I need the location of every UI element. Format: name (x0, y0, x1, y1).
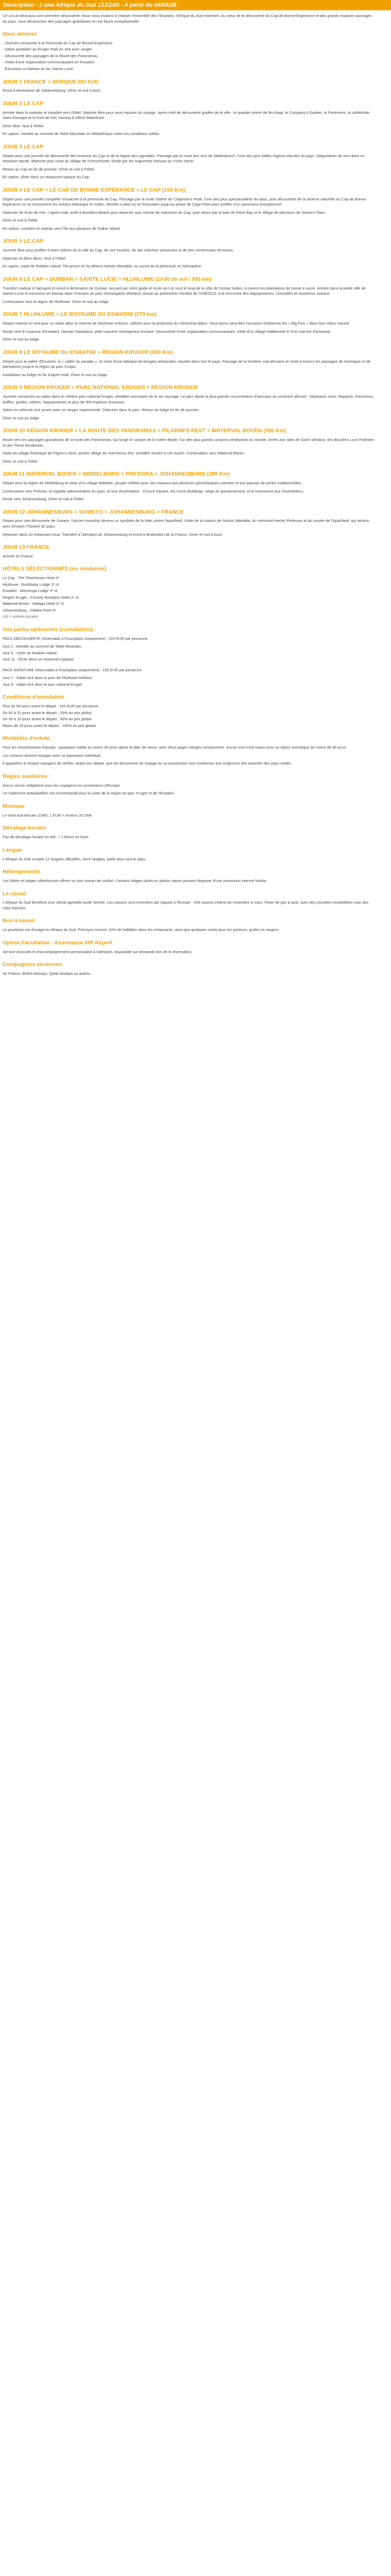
pack-item: Jour 11 : Dîner dans un restaurant typique (3, 657, 74, 662)
lodging-title: Hébergements (3, 869, 40, 875)
pack-item: Jour 7 : Safari 4x4 dans le parc de Hluhluwe-Imfolozi (3, 675, 92, 681)
highlight-item: - Visite d'une organisation communautaire en Eswatini (3, 60, 94, 65)
hotel-note: (nl) = normes locales (3, 614, 38, 619)
day-paragraph: Dîner et nuit au lodge. (3, 415, 40, 420)
health-text: Un traitement antipaludéen est recommandé pour la visite de la région du parc Kruger et de l'Eswatini. (3, 791, 175, 796)
condition-item: De 60 à 31 jours avant le départ : 25% du prix global (3, 710, 92, 715)
day-paragraph: Envol à destination de Johannesburg. Dîner et nuit à bord. (3, 88, 102, 93)
day-paragraph: Continuation vers Pretoria, la capitale administrative du pays, et tour d'orientation : Church Square, les Union Buildings, siège du gouvernement, et le monument aux Voortrekkers. (3, 488, 304, 494)
condition-item: Moins de 15 jours avant le départ : 100% du prix global (3, 723, 96, 728)
day-paragraph: Route vers Johannesburg. Dîner et nuit à l'hôtel. (3, 497, 85, 502)
day-title: JOUR 5 LE CAP (3, 238, 44, 245)
day-paragraph: Retour au Cap en fin de journée. Dîner et nuit à l'hôtel. (3, 166, 95, 172)
day-title: JOUR 2 LE CAP (3, 100, 44, 107)
day-paragraph: Route vers le royaume d'Eswatini, l'ancien Swaziland, petit royaume montagneux enclavé. Découverte d'une organisation communautaire, visite d'un village traditionnel et d'un marché d'artisanat. (3, 329, 332, 334)
vip-title: Option Facultative : Assistance VIP Airport (3, 939, 113, 946)
itinerary (3, 78, 374, 560)
highlight-item: - Safari quotidien au Kruger Park en 4x4 avec ranger (3, 47, 92, 52)
day-paragraph: Dîner libre. Nuit à l'hôtel. (3, 123, 44, 128)
health-title: Règles sanitaires : (3, 773, 51, 779)
health-text: Aucun vaccin obligatoire pour les voyageurs en provenance d'Europe. (3, 783, 121, 788)
intro-text: Ce circuit idéal pour une première découverte. Nous vous invitons à réaliser l'ensemble des l'Eswatini, l'Afrique du Sud essentiel. Au cœur de la découverte du Cap de Bonne-Espérance et des grands espaces sauvages du pays, vous découvrirez des paysages grandioses et une faune exceptionnelle. (3, 13, 372, 24)
entry-text: Il appartient à chaque voyageur de vérifier, avant son départ, que les documents de voyage en sa possession sont conformes aux exigences des autorités des pays visités. (3, 761, 292, 766)
day-paragraph: En option, montée au sommet de Table Mountain en téléphérique selon les conditions météo. (3, 131, 160, 137)
hotel-item: Région Kruger : Country Boutique Hotel 3* nl (3, 595, 79, 600)
airlines-text: Air France, British Airways, Qatar Airways ou autres... (3, 971, 93, 976)
day-paragraph: Route vers les paysages grandioses de la route des Panoramas, qui longe le canyon de la rivière Blyde, l'un des plus grands canyons verdoyants au monde. Arrêts aux sites de God's Window, des Bourke's Luck Potholes et des Three Rondavels. (3, 437, 374, 448)
day-title: JOUR 11 WATERVAL BOVEN > MIDDELBURG > PRETORIA > JOHANNESBURG (280 Km) (3, 471, 230, 478)
day-paragraph: Installation au lodge en fin d'après-midi. Dîner et nuit au lodge. (3, 372, 108, 377)
entry-text: Pour les ressortissants français : passeport valide au moins 30 jours après la date de retour, avec deux pages vierges consécutives. Aucun visa n'est requis pour un séjour touristique de moins de 90 jours. (3, 745, 347, 750)
day-paragraph: Déjeuner de fruits de mer. L'après-midi, arrêt à Boulders Beach pour observer une colonie de manchots du Cap, puis retour par la baie de False Bay et le village de pêcheurs de Simon's Town. (3, 210, 326, 215)
day-paragraph: Déjeuner et dîner libres. Nuit à l'hôtel. (3, 256, 67, 261)
hotels-list (3, 575, 374, 620)
pack-item: Jour 2 : Montée au sommet de Table Mountain (3, 644, 82, 649)
day-paragraph: Départ pour une journée de découverte des environs du Cap et de la région des vignobles. Passage par la route des vins de Stellenbosch, l'une des plus belles régions viticoles du pays. Dégustation de vins dans un domaine réputé, déjeuner puis visite du village de Franschhoek, fondé par les huguenots français au XVIIe siècle. (3, 153, 365, 164)
day-title: JOUR 13 FRANCE (3, 544, 50, 551)
currency-title: Monnaie (3, 803, 25, 809)
hotel-item: Le Cap : The Townhouse Hotel 4* (3, 575, 60, 581)
hotel-item: Hluhluwe : Bushbaby Lodge 3* nl (3, 582, 59, 587)
day-title: JOUR 10 RÉGION KRUGER > LA ROUTE DES PANORAMAS > PILGRIM'S REST > WATERVAL BOVEN (350 Km) (3, 428, 286, 434)
day-paragraph: Journée consacrée au safari dans le célèbre parc national Kruger, véritable sanctuaire de la vie sauvage. Le parc abrite la plus grande concentration d'animaux du continent africain : éléphants, lions, léopards, rhinocéros, buffles, girafes, zèbres, hippopotames et plus de 500 espèces d'oiseaux. (3, 394, 374, 404)
vip-text: Service d'accueil et d'accompagnement personnalisé à l'aéroport, disponible sur demande lors de la réservation. (3, 949, 192, 954)
day-title: JOUR 4 LE CAP > LE CAP DE BONNE ESPÉRANCE > LE CAP (150 Km) (3, 187, 185, 193)
highlights-list (3, 41, 374, 72)
title-bar (0, 0, 391, 10)
pack-item: Jour 5 : Visite de Robben Island (3, 650, 57, 655)
day-paragraph: Visite du village historique de Pilgrim's Rest, ancien village de chercheurs d'or, véritable musée à ciel ouvert. Continuation vers Waterval Boven. (3, 451, 245, 456)
day-paragraph: Départ pour une journée complète consacrée à la péninsule du Cap. Passage par la route côtière de Chapman's Peak, l'une des plus spectaculaires du pays, puis découverte de la réserve naturelle du Cap de Bonne-Espérance où se rencontrent les océans Atlantique et Indien. Montée à pied ou en funiculaire jusqu'au phare de Cape Point pour profiter d'un panorama exceptionnel. (3, 196, 367, 207)
pack-adventure: PACK AVENTURE (réservable à l'inscription uniquement) : 225 EUR par personne (3, 667, 142, 672)
content (3, 13, 374, 979)
time-title: Décalage horaire (3, 825, 46, 832)
highlights-title: Vous aimerez (3, 31, 37, 38)
day-title: JOUR 12 JOHANNESBURG > SOWETO > JOHANNESBURG > FRANCE (3, 509, 184, 515)
day-paragraph: Dîner et nuit au lodge. (3, 337, 40, 342)
pack-item: Jour 9 : Safari 4x4 dans le parc national Kruger (3, 682, 83, 687)
climate-title: Le climat (3, 890, 26, 897)
entry-text: Les mineurs doivent voyager avec un passeport individuel. (3, 753, 102, 758)
highlight-item: - Journée consacrée à la Péninsule du Cap de Bonne-Espérance (3, 40, 113, 45)
goodtoknow-text: Le pourboire est d'usage en Afrique du Sud. Prévoyez environ 10% de l'addition dans les restaurants, ainsi que quelques rands pour les porteurs, guides et rangers. (3, 927, 280, 933)
day-title: JOUR 7 HLUHLUWE > LE ROYAUME DU ESWATINI (270 km) (3, 311, 157, 318)
hotels-title: HÔTELS SÉLECTIONNÉS (ou similaires) (3, 566, 107, 572)
page-title: Description - 1 une Afrique du Sud 13J/10N - A partir du 04/04/26 (3, 2, 176, 8)
day-title: JOUR 9 RÉGION KRUGER > PARC NATIONAL KRUGER > RÉGION KRUGER (3, 384, 198, 391)
day-paragraph: En option, visite de Robben Island, l'île-prison où fut détenu Nelson Mandela, ou survol de la péninsule en hélicoptère. (3, 264, 202, 269)
condition-item: Plus de 60 jours avant le départ : 100 EUR par personne (3, 704, 99, 709)
goodtoknow-title: Bon à savoir (3, 918, 36, 924)
lodging-text: Les hôtels et lodges sélectionnés offrent un bon niveau de confort. Certains lodges situés en pleine nature peuvent disposer d'une connexion internet limitée. (3, 878, 268, 883)
highlight-item: - Découverte des paysages de la Route des Panoramas (3, 53, 97, 58)
entry-title: Modalités d'entrée : (3, 735, 54, 742)
hotel-item: Eswatini : Mantenga Lodge 3* nl (3, 588, 58, 594)
packs-title: Vos packs optionnels (cumulables) : (3, 626, 96, 633)
day-paragraph: Continuation vers la région de Hluhluwe. Dîner et nuit au lodge. (3, 299, 110, 304)
airlines-title: Compagnies aériennes (3, 961, 62, 968)
hotel-item: Waterval Boven : Malaga Hotel 3* nl (3, 601, 64, 606)
day-title: JOUR 6 LE CAP > DURBAN > SAINTE LUCIE > HLUHLUWE (1h30 de vol / 300 km) (3, 276, 212, 282)
day-paragraph: Déjeuner dans un restaurant local. Transfert à l'aéroport de Johannesburg et envol à destination de la France. Dîner et nuit à bord. (3, 532, 223, 537)
day-paragraph: Départ matinal en 4x4 pour un safari dans la réserve de Hluhluwe-Imfolozi, célèbre pour la protection du rhinocéros blanc. Vous aurez peut-être l'occasion d'observer les « Big Five » dans leur milieu naturel. (3, 321, 350, 326)
day-paragraph: En option, croisière en bateau vers l'île aux phoques de Duiker Island. (3, 226, 121, 231)
condition-item: De 30 à 15 jours avant le départ : 50% du prix global (3, 717, 92, 722)
day-title: JOUR 8 LE ROYAUME DU ESWATINI > RÉGION KRUGER (300 Km) (3, 349, 173, 355)
highlight-item: - Excursion en bateau au lac Sainte-Lucie (3, 66, 73, 71)
day-paragraph: Journée libre pour profiter à votre rythme de la ville du Cap, de ses musées, de ses marchés artisanaux et de ses nombreuses terrasses. (3, 248, 234, 253)
day-title: JOUR 1 FRANCE > AFRIQUE DU SUD (3, 78, 99, 85)
day-paragraph: Arrivée en France. (3, 553, 34, 558)
day-paragraph: Départ pour la région de Middelburg et visite d'un village Ndebele, peuple célèbre pour ses maisons aux peintures géométriques colorées et ses parures de perles traditionnelles. (3, 481, 302, 486)
day-paragraph: Arrivée dans la matinée et transfert vers l'hôtel. Matinée libre pour vous reposer du voyage. Après-midi de découverte guidée de la ville : le quartier coloré de Bo-Kaap, le Company's Garden, le Parlement, la cathédrale Saint-Georges et le front de mer Victoria & Alfred Waterfront. (3, 110, 370, 121)
day-title: JOUR 3 LE CAP (3, 143, 44, 150)
day-paragraph: Transfert matinal à l'aéroport et envol à destination de Durban. Accueil par votre guide et route vers le nord le long de la côte de l'océan Indien, à travers les plantations de canne à sucre. Arrivée dans la petite ville de Sainte-Lucie et excursion en bateau dans l'estuaire du parc iSimangaliso Wetland, classé au patrimoine mondial de l'UNESCO, à la rencontre des hippopotames, crocodiles et nombreux oiseaux. (3, 285, 366, 296)
language-text: L'Afrique du Sud compte 12 langues officielles, dont l'anglais, parlé dans tout le pays. (3, 856, 146, 861)
conditions-title: Conditions d'annulation (3, 694, 64, 701)
day-paragraph: Départ pour la vallée d'Ezulwini, la « vallée du paradis », et visite d'une fabrique de bougies artisanales réputée dans tout le pays. Passage de la frontière sud-africaine et route à travers les paysages de montagne et de plantations jusqu'à la région du parc Kruger. (3, 359, 371, 369)
pack-discovery: PACK DÉCOUVERTE (réservable à l'inscription uniquement) : 210 EUR par personne (3, 636, 148, 641)
day-paragraph: Dîner et nuit à l'hôtel. (3, 218, 39, 223)
language-title: Langue (3, 846, 22, 853)
day-paragraph: Dîner et nuit à l'hôtel. (3, 459, 39, 464)
day-paragraph: Safari en véhicule 4x4 ouvert avec un ranger expérimenté. Déjeuner dans le parc. Retour au lodge en fin de journée. (3, 408, 200, 413)
day-paragraph: Départ pour une découverte de Soweto, l'ancien township devenu un symbole de la lutte contre l'apartheid. Visite de la maison de Nelson Mandela, du mémorial Hector Pieterson et du musée de l'Apartheid, qui retrace avec émotion l'histoire du pays. (3, 518, 369, 529)
climate-text: L'Afrique du Sud bénéficie d'un climat agréable toute l'année. Les saisons sont inversées par rapport à l'Europe : l'été austral s'étend de novembre à mars, l'hiver de juin à août, avec des journées ensoleillées mais des nuits fraîches. (3, 900, 369, 910)
currency-text: Le rand sud-africain (ZAR). 1 EUR = environ 20 ZAR. (3, 812, 93, 818)
hotel-item: Johannesburg : Indaba Hotel 4* (3, 607, 56, 613)
day-paragraph: En option, dîner dans un restaurant typique du Cap. (3, 175, 90, 180)
time-text: Pas de décalage horaire en été. + 1 heure en hiver. (3, 835, 90, 840)
